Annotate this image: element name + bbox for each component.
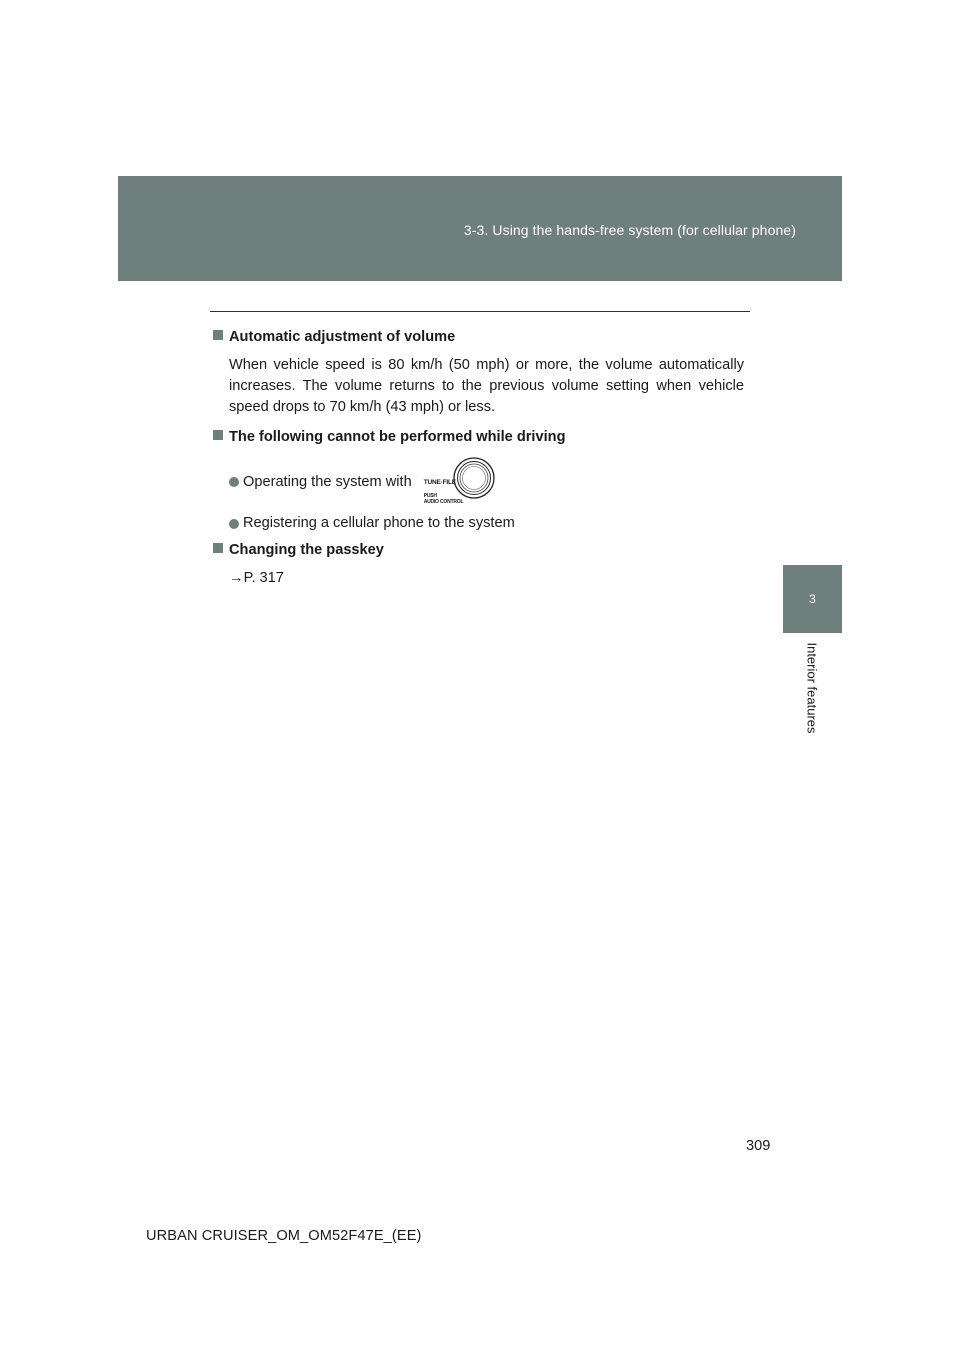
chapter-number: 3 <box>809 592 816 606</box>
tune-file-knob-icon <box>424 457 500 507</box>
page-content <box>213 327 744 589</box>
chapter-label: Interior features <box>804 642 820 734</box>
square-bullet-icon <box>213 543 223 553</box>
chapter-tab <box>783 565 842 633</box>
knob-sublabel: PUSH AUDIO CONTROL <box>423 493 464 505</box>
list-item <box>229 457 744 507</box>
round-bullet-icon <box>229 477 239 487</box>
heading-text: The following cannot be performed while driving <box>229 429 566 445</box>
document-footer: URBAN CRUISER_OM_OM52F47E_(EE) <box>146 1228 422 1244</box>
section-heading <box>213 327 744 348</box>
page-number: 309 <box>746 1138 771 1154</box>
knob-label: TUNE·FILE <box>423 479 456 486</box>
square-bullet-icon <box>213 430 223 440</box>
header-band <box>118 176 842 281</box>
section-heading <box>213 427 744 448</box>
list-item <box>229 513 744 534</box>
header-divider <box>210 311 750 312</box>
heading-text: Automatic adjustment of volume <box>229 329 456 345</box>
section-paragraph: When vehicle speed is 80 km/h (50 mph) or more, the volume automatically increases. The volume returns to the previous volume setting when vehicle speed drops to 70 km/h (43 mph) or less. <box>229 357 744 415</box>
round-bullet-icon <box>229 519 239 529</box>
heading-text: Changing the passkey <box>229 542 384 558</box>
list-item-text: Operating the system with <box>243 473 412 490</box>
square-bullet-icon <box>213 330 223 340</box>
section-heading <box>213 540 744 561</box>
page-reference-link[interactable]: →P. 317 <box>229 570 284 586</box>
list-item-text: Registering a cellular phone to the system <box>243 515 515 531</box>
section-title: 3-3. Using the hands-free system (for cellular phone) <box>463 222 796 238</box>
